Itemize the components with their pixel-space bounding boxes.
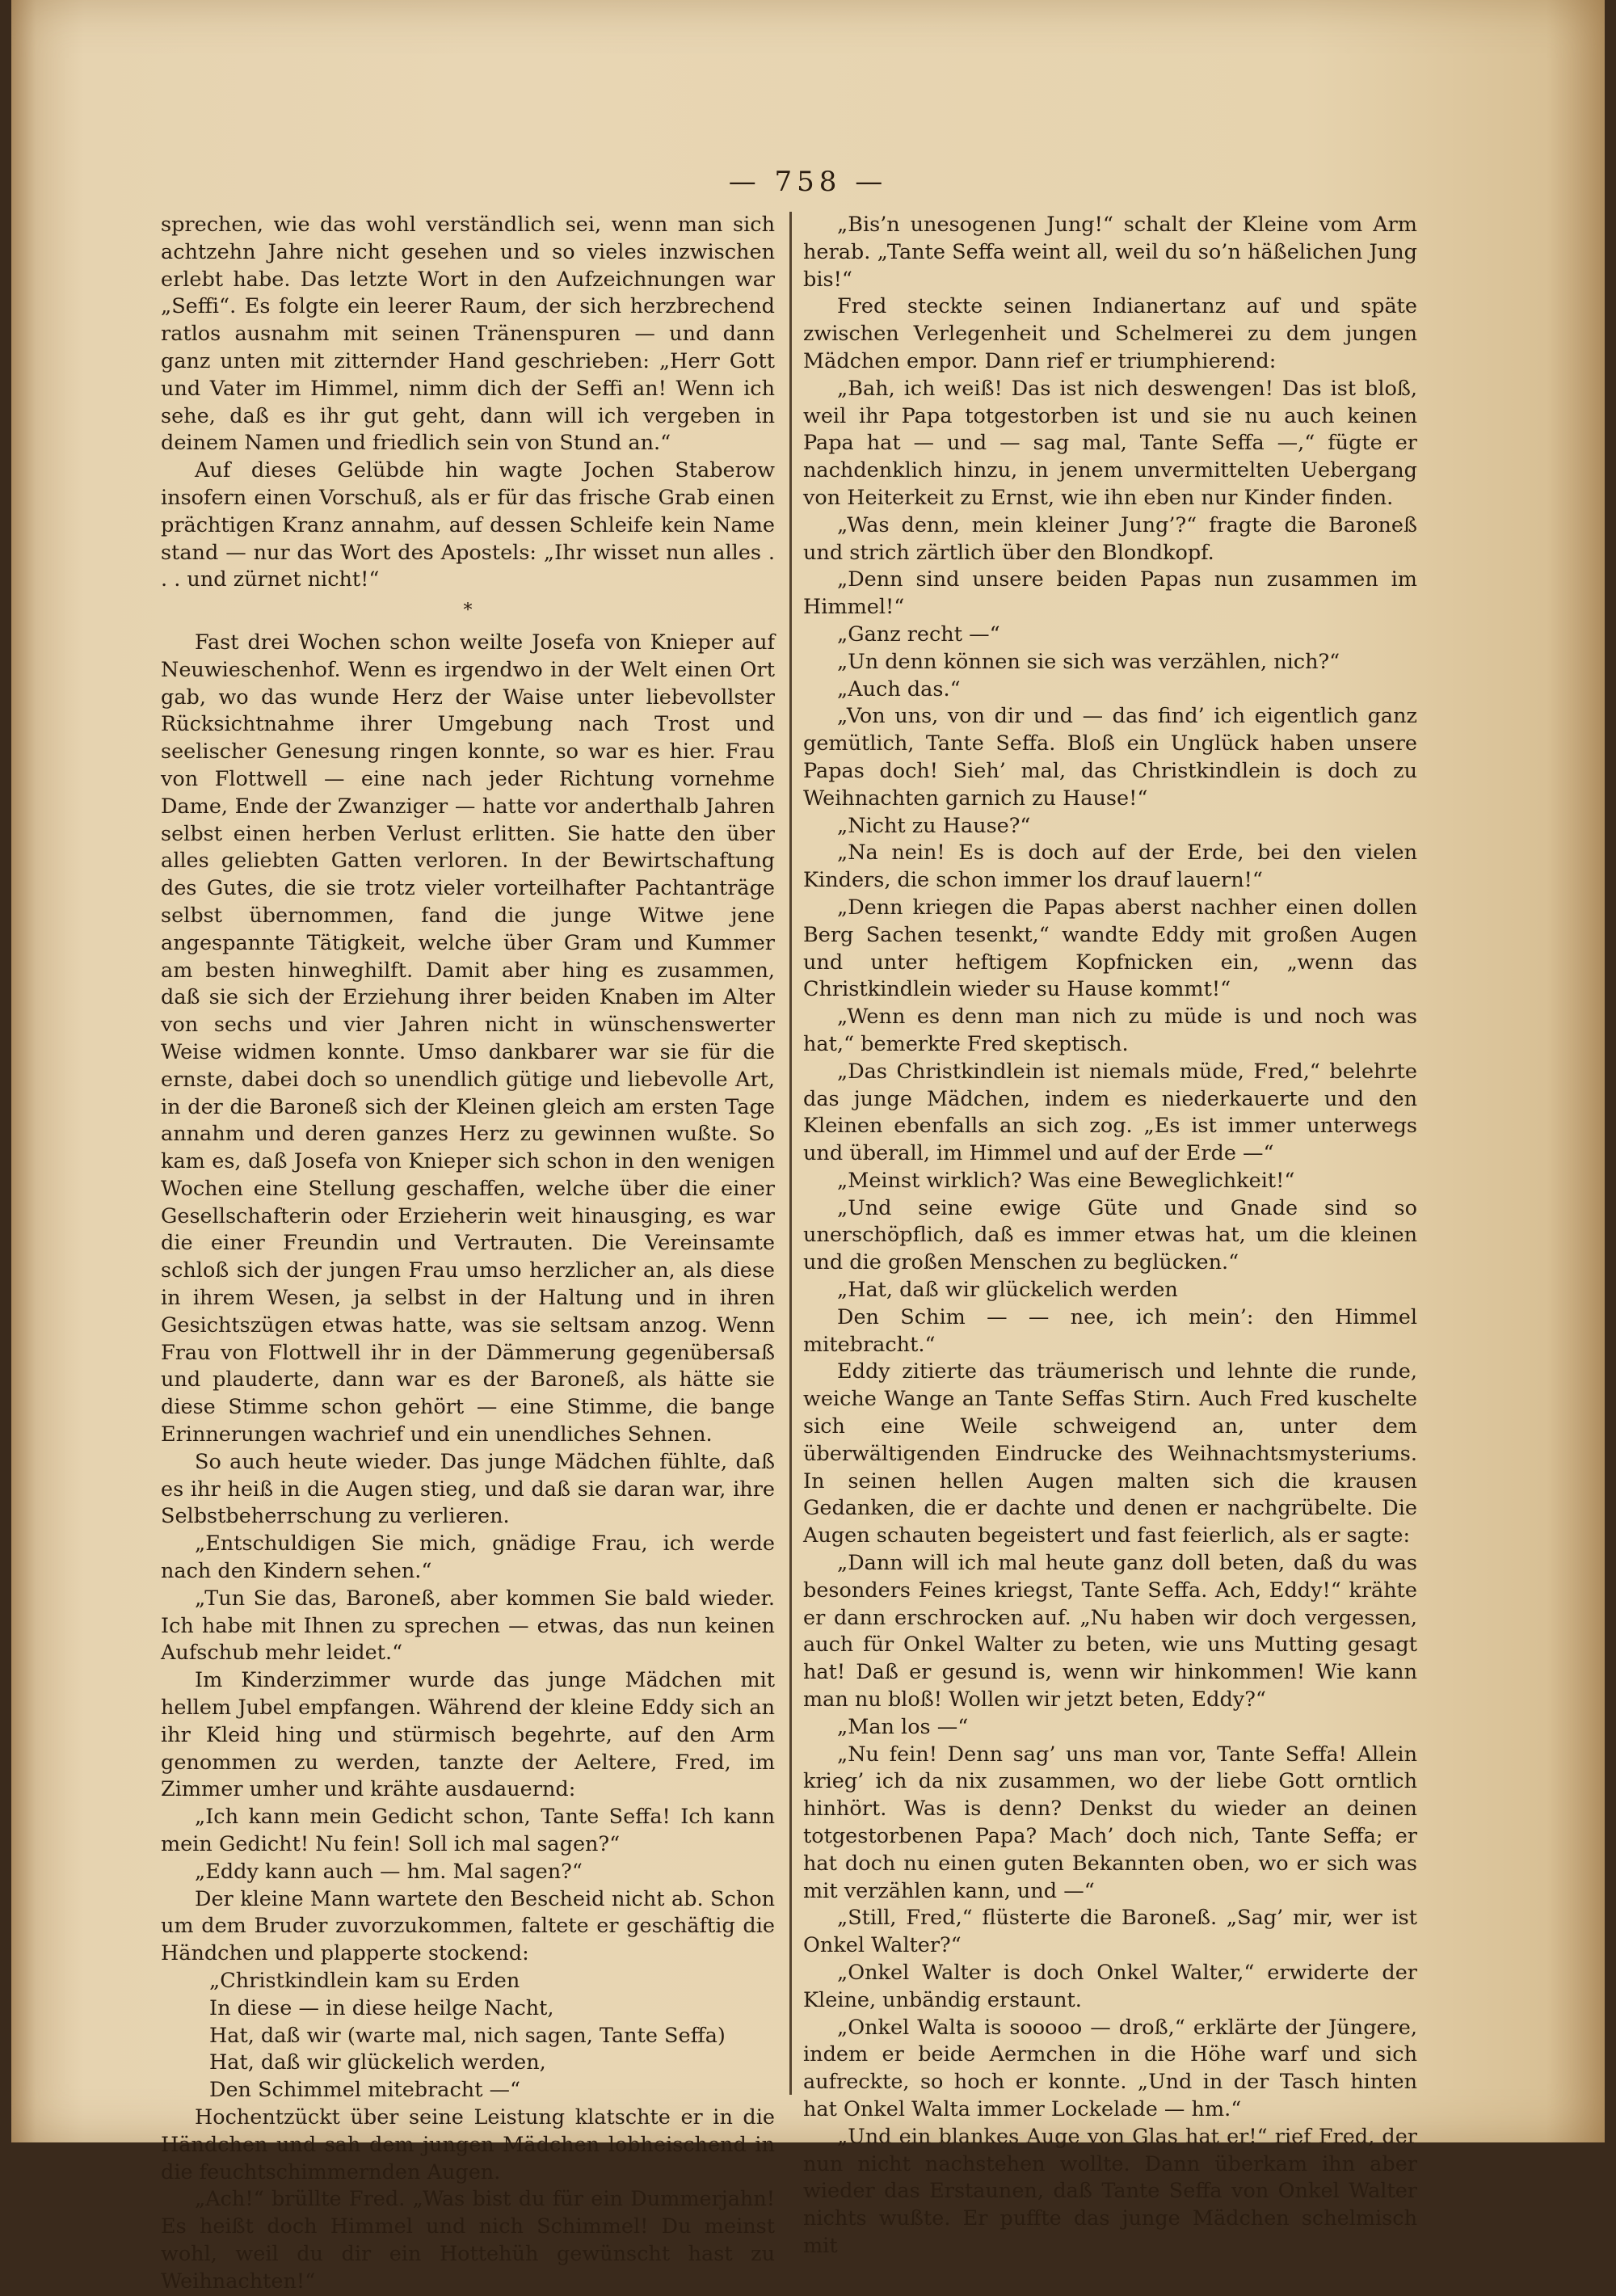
verse-line: Hat, daß wir (warte mal, nich sagen, Tante Seffa) xyxy=(209,2023,726,2048)
verse-line: Hat, daß wir glückelich werden, xyxy=(209,2050,546,2075)
paragraph: Hochentzückt über seine Leistung klatschte er in die Händchen und sah dem jungen Mädchen lobheischend in die feuchtschimmernden Augen. xyxy=(161,2104,775,2184)
paragraph: „Tun Sie das, Baroneß, aber kommen Sie bald wieder. Ich habe mit Ihnen zu sprechen — etwas, das nun keinen Aufschub mehr leidet.“ xyxy=(161,1586,775,1666)
paragraph: „Nicht zu Hause?“ xyxy=(837,813,1031,838)
paragraph: „Man los —“ xyxy=(837,1714,969,1739)
verse-line: Den Schimmel mitebracht —“ xyxy=(209,2078,521,2103)
paragraph: „Ganz recht —“ xyxy=(837,621,1000,647)
paragraph: „Ach!“ brüllte Fred. „Was bist du für ein Dummerjahn! Es heißt doch Himmel und nich Schimmel! Du meinst wohl, weil du dir ein Hottehüh gewünscht hast zu Weihnachten!“ xyxy=(161,2187,775,2294)
paragraph: Fast drei Wochen schon weilte Josefa von Knieper auf Neuwieschenhof. Wenn es irgendwo in der Welt einen Ort gab, wo das wunde Herz der Waise unter liebevollster Rücksichtnahme ihrer Umgebung nach Trost und seelischer Genesung ringen konnte, so war es hier. Frau von Flottwell — eine nach jeder Richtung vornehme Dame, Ende der Zwanziger — hatte vor anderthalb Jahren selbst einen herben Verlust erlitten. Sie hatte den über alles geliebten Gatten verloren. In der Bewirtschaftung des Gutes, die sie trotz vieler vorteilhafter Pachtanträge selbst übernommen, fand die junge Witwe jene angespannte Tätigkeit, welche über Gram und Kummer am besten hinweghilft. Damit aber hing es zusammen, daß sie sich der Erziehung ihrer beiden Knaben im Alter von sechs und vier Jahren nicht in wünschenswerter Weise widmen konnte. Umso dankbarer war sie für die ernste, dabei doch so unendlich gütige und liebevolle Art, in der die Baroneß sich der Kleinen gleich am ersten Tage annahm und deren ganzes Herz zu gewinnen wußte. So kam es, daß Josefa von Knieper sich schon in den wenigen Wochen eine Stellung geschaffen, welche über die einer Gesellschafterin oder Erzieherin weit hinausging, es war die einer Freundin und Vertrauten. Die Vereinsamte schloß sich der jungen Frau umso herzlicher an, als diese in ihrem Wesen, ja selbst in der Haltung und in ihren Gesichtszügen etwas hatte, was sie seltsam anzog. Wenn Frau von Flottwell ihr in der Dämmerung gegenübersaß und plauderte, dann war es der Baroneß, als hätte sie diese Stimme schon gehört — eine Stimme, die bange Erinnerungen wachrief und ein unendliches Sehnen. xyxy=(161,630,775,1447)
paragraph: Eddy zitierte das träumerisch und lehnte die runde, weiche Wange an Tante Seffas Stirn. Auch Fred kuschelte sich eine Weile schweigend an, unter dem überwältigenden Eindrucke des Weihnachtsmysteriums. In seinen hellen Augen malten sich die krausen Gedanken, die er dachte und denen er nachgrübelte. Die Augen schauten begeistert und fast feierlich, als er sagte: xyxy=(803,1359,1417,1548)
paragraph: „Ich kann mein Gedicht schon, Tante Seffa! Ich kann mein Gedicht! Nu fein! Soll ich mal sagen?“ xyxy=(161,1805,775,1857)
book-page xyxy=(11,0,1605,2294)
paragraph: „Wenn es denn man nich zu müde is und noch was hat,“ bemerkte Fred skeptisch. xyxy=(803,1005,1417,1056)
paragraph: „Nu fein! Denn sag’ uns man vor, Tante Seffa! Allein krieg’ ich da nix zusammen, wo der liebe Gott orntlich hinhört. Was is denn? Denkst du wieder an deinen totgestorbenen Papa? Mach’ doch nich, Tante Seffa; er hat doch nu einen guten Bekannten oben, wo er sich was mit verzählen kann, und —“ xyxy=(803,1742,1417,1903)
paragraph: „Still, Fred,“ flüsterte die Baroneß. „Sag’ mir, wer ist Onkel Walter?“ xyxy=(803,1906,1417,1958)
paragraph: „Hat, daß wir glückelich werden xyxy=(837,1278,1178,1303)
paragraph: „Das Christkindlein ist niemals müde, Fred,“ belehrte das junge Mädchen, indem es niederkauerte und den Kleinen ebenfalls an sich zog. „Es ist immer unterwegs und überall, im Himmel und auf der Erde —“ xyxy=(803,1059,1417,1166)
left-text-column xyxy=(161,212,775,2296)
paragraph: „Bis’n unesogenen Jung!“ schalt der Kleine vom Arm herab. „Tante Seffa weint all, weil du so’n häßelichen Jung bis!“ xyxy=(803,213,1417,292)
paragraph: „Onkel Walter is doch Onkel Walter,“ erwiderte der Kleine, unbändig erstaunt. xyxy=(803,1961,1417,2012)
paragraph: „Und ein blankes Auge von Glas hat er!“ rief Fred, der nun nicht nachstehen wollte. Dann überkam ihn aber wieder das Erstaunen, daß Tante Seffa von Onkel Walter nichts wußte. Er puffte das junge Mädchen schelmisch mit xyxy=(803,2124,1417,2258)
column-divider xyxy=(789,212,792,2095)
paragraph: „Meinst wirklich? Was eine Beweglichkeit!“ xyxy=(837,1168,1295,1193)
verse-line: „Christkindlein kam su Erden xyxy=(209,1969,520,1993)
paragraph: Den Schim — — nee, ich mein’: den Himmel mitebracht.“ xyxy=(803,1304,1417,1357)
page-number: — 758 — xyxy=(728,166,888,198)
paragraph: „Dann will ich mal heute ganz doll beten, daß du was besonders Feines kriegst, Tante Seffa. Ach, Eddy!“ krähte er dann erschrocken auf. „Nu haben wir doch vergessen, auch für Onkel Walter zu beten, wie uns Mutting gesagt hat! Daß er gesund is, wenn wir hinkommen! Wie kann man nu bloß! Wollen wir jetzt beten, Eddy?“ xyxy=(803,1551,1417,1713)
paragraph: „Auch das.“ xyxy=(837,676,961,701)
paragraph: sprechen, wie das wohl verständlich sei, wenn man sich achtzehn Jahre nicht gesehen und so vieles inzwischen erlebt habe. Das letzte Wort in den Aufzeichnungen war „Seffi“. Es folgte ein leerer Raum, der sich herzbrechend ratlos ausnahm mit seinen Tränenspuren — und dann ganz unten mit zitternder Hand geschrieben: „Herr Gott und Vater im Himmel, nimm dich der Seffi an! Wenn ich sehe, daß es ihr gut geht, dann will ich vergeben in deinem Namen und friedlich sein von Stund an.“ xyxy=(161,213,775,456)
paragraph: „Entschuldigen Sie mich, gnädige Frau, ich werde nach den Kindern sehen.“ xyxy=(161,1531,775,1584)
paragraph: Im Kinderzimmer wurde das junge Mädchen mit hellem Jubel empfangen. Während der kleine Eddy sich an ihr Kleid hing und stürmisch begehrte, auf den Arm genommen zu werden, tanzte der Aeltere, Fred, im Zimmer umher und krähte ausdauernd: xyxy=(161,1668,775,1802)
paragraph: „Was denn, mein kleiner Jung’?“ fragte die Baroneß und strich zärtlich über den Blondkopf. xyxy=(803,512,1417,565)
paragraph: „Eddy kann auch — hm. Mal sagen?“ xyxy=(195,1859,583,1884)
section-separator: * xyxy=(463,600,473,621)
paragraph: „Na nein! Es is doch auf der Erde, bei den vielen Kinders, die schon immer los drauf lauern!“ xyxy=(803,840,1417,893)
paragraph: So auch heute wieder. Das junge Mädchen fühlte, daß es ihr heiß in die Augen stieg, und daß sie daran war, ihre Selbstbeherrschung zu verlieren. xyxy=(161,1449,775,1529)
verse-line: In diese — in diese heilge Nacht, xyxy=(209,1995,554,2020)
paragraph: „Und seine ewige Güte und Gnade sind so unerschöpflich, daß es immer etwas hat, um die kleinen und die großen Menschen zu beglücken.“ xyxy=(803,1195,1417,1275)
paragraph: „Un denn können sie sich was verzählen, nich?“ xyxy=(837,649,1340,674)
paragraph: „Onkel Walta is sooooo — droß,“ erklärte der Jüngere, indem er beide Aermchen in die Höhe warf und sich aufreckte, so hoch er konnte. „Und in der Tasch hinten hat Onkel Walta immer Lockelade — hm.“ xyxy=(803,2015,1417,2121)
paragraph: „Von uns, von dir und — das find’ ich eigentlich ganz gemütlich, Tante Seffa. Bloß ein Unglück haben unsere Papas doch! Sieh’ mal, das Christkindlein is doch zu Weihnachten garnich zu Hause!“ xyxy=(803,704,1417,811)
right-text-column xyxy=(803,212,1417,2260)
paragraph: Der kleine Mann wartete den Bescheid nicht ab. Schon um dem Bruder zuvorzukommen, faltete er geschäftig die Händchen und plapperte stockend: xyxy=(161,1886,775,1966)
paragraph: „Denn sind unsere beiden Papas nun zusammen im Himmel!“ xyxy=(803,567,1417,620)
paragraph: „Denn kriegen die Papas aberst nachher einen dollen Berg Sachen tesenkt,“ wandte Eddy mit großen Augen und unter heftigem Kopfnicken ein, „wenn das Christkindlein wieder su Hause kommt!“ xyxy=(803,895,1417,1002)
paragraph: Fred steckte seinen Indianertanz auf und späte zwischen Verlegenheit und Schelmerei zu dem jungen Mädchen empor. Dann rief er triumphierend: xyxy=(803,294,1417,373)
paragraph: Auf dieses Gelübde hin wagte Jochen Staberow insofern einen Vorschuß, als er für das frische Grab einen prächtigen Kranz annahm, auf dessen Schleife kein Name stand — nur das Wort des Apostels: „Ihr wisset nun alles . . . und zürnet nicht!“ xyxy=(161,458,775,592)
paragraph: „Bah, ich weiß! Das ist nich deswengen! Das ist bloß, weil ihr Papa totgestorben ist und sie nu auch keinen Papa hat — und — sag mal, Tante Seffa —,“ fügte er nachdenklich hinzu, in jenem unvermittelten Uebergang von Heiterkeit zu Ernst, wie ihn eben nur Kinder finden. xyxy=(803,376,1417,510)
